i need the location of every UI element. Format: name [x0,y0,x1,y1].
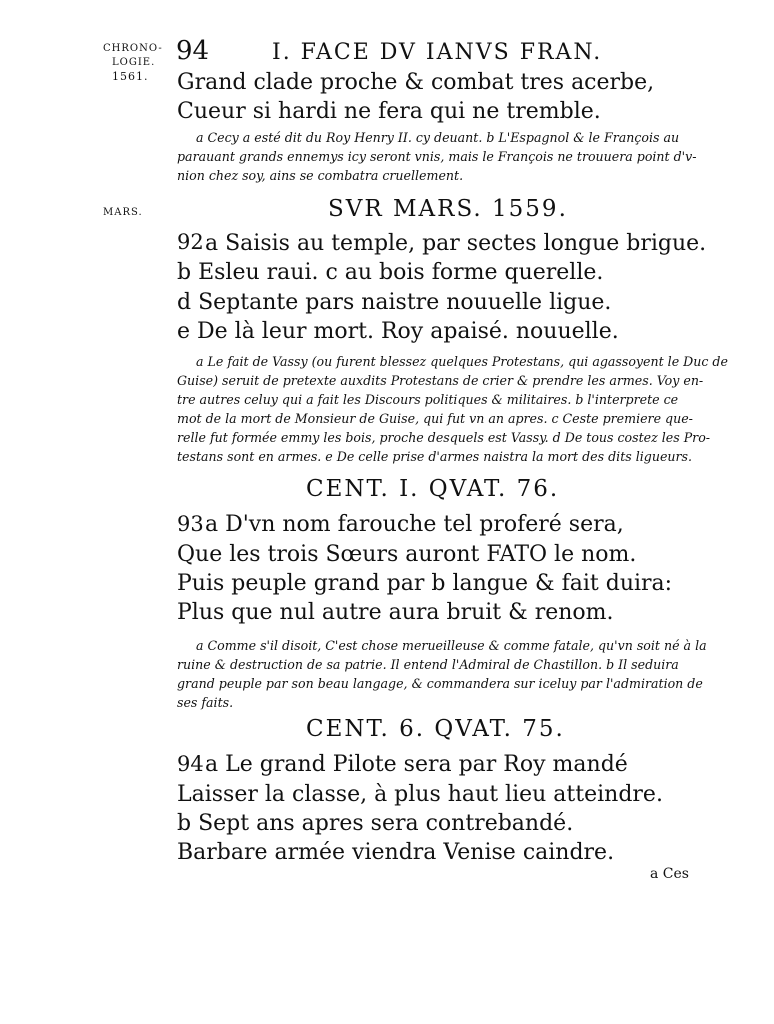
verse-line: Cueur si hardi ne fera qui ne tremble. [177,99,601,124]
margin-chronologie-2: LOGIE. [112,57,156,68]
footnote-line: relle fut formée emmy les bois, proche desquels est Vassy. d De tous costez les Pro- [177,430,711,445]
footnote-line: a Le fait de Vassy (ou furent blessez quelques Protestans, qui agassoyent le Duc de [196,354,728,369]
footnote-line: mot de la mort de Monsieur de Guise, qui fut vn an apres. c Ceste premiere que- [177,411,693,426]
verse-line: Barbare armée viendra Venise caindre. [177,840,615,865]
verse-line: a D'vn nom farouche tel proferé sera, [205,512,624,537]
section-heading: SVR MARS. 1559. [328,196,568,222]
running-title: I. FACE DV IANVS FRAN. [272,40,603,65]
footnote-line: a Comme s'il disoit, C'est chose merueilleuse & comme fatale, qu'vn soit né à la [196,638,707,653]
footnote-line: ses faits. [177,695,234,710]
verse-number: 94 [177,752,204,776]
verse-line: a Le grand Pilote sera par Roy mandé [205,752,628,777]
page-number: 94 [176,36,210,66]
verse-line: e De là leur mort. Roy apaisé. nouuelle. [177,319,619,344]
verse-line: d Septante pars naistre nouuelle ligue. [177,290,612,315]
margin-year: 1561. [112,70,149,83]
verse-line: b Sept ans apres sera contrebandé. [177,811,574,836]
verse-line: Grand clade proche & combat tres acerbe, [177,70,655,95]
footnote-line: a Cecy a esté dit du Roy Henry II. cy deuant. b L'Espagnol & le François au [196,130,680,145]
section-heading: CENT. I. QVAT. 76. [306,476,560,502]
verse-line: b Esleu raui. c au bois forme querelle. [177,260,604,285]
verse-line: Plus que nul autre aura bruit & renom. [177,600,614,625]
verse-line: Puis peuple grand par b langue & fait duira: [177,571,673,596]
margin-chronologie-1: CHRONO- [103,43,163,54]
footnote-line: nion chez soy, ains se combatra cruellement. [177,168,464,183]
footnote-line: testans sont en armes. e De celle prise d'armes naistra la mort des dits ligueurs. [177,449,692,464]
footnote-line: grand peuple par son beau langage, & commandera sur iceluy par l'admiration de [177,676,703,691]
verse-line: Que les trois Sœurs auront FATO le nom. [177,542,637,567]
footnote-line: Guise) seruit de pretexte auxdits Protestans de crier & prendre les armes. Voy en- [177,373,704,388]
verse-line: a Saisis au temple, par sectes longue brigue. [205,231,707,256]
verse-number: 92 [177,230,204,254]
catchword: a Ces [650,866,689,882]
section-heading: CENT. 6. QVAT. 75. [306,716,565,742]
footnote-line: parauant grands ennemys icy seront vnis, mais le François ne trouuera point d'v- [177,149,697,164]
footnote-line: tre autres celuy qui a fait les Discours politiques & militaires. b l'interprete ce [177,392,679,407]
verse-line: Laisser la classe, à plus haut lieu atteindre. [177,782,663,807]
footnote-line: ruine & destruction de sa patrie. Il entend l'Admiral de Chastillon. b Il seduira [177,657,679,672]
verse-number: 93 [177,512,204,536]
margin-mars: MARS. [103,207,143,218]
